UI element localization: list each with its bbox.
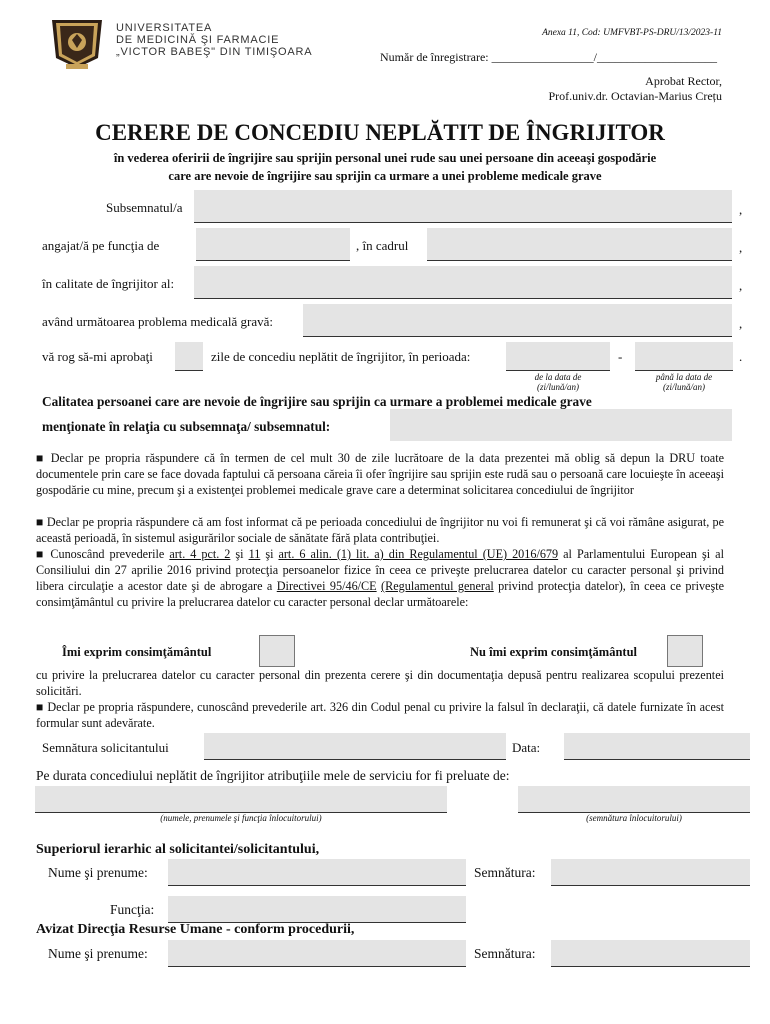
- annex-code: Anexa 11, Cod: UMFVBT-PS-DRU/13/2023-11: [542, 28, 722, 38]
- date-from-caption-line1: de la data de: [534, 372, 582, 382]
- link-gdpr[interactable]: (Regulamentul general: [381, 579, 494, 593]
- hr-name-field[interactable]: [168, 940, 466, 967]
- bullet: ■: [36, 451, 46, 465]
- approved-by: [548, 74, 722, 104]
- in-cadrul-label: , în cadrul: [356, 238, 409, 253]
- date-from-caption: [506, 372, 610, 392]
- days-field[interactable]: [175, 342, 203, 371]
- date-to-field[interactable]: [635, 342, 733, 371]
- superior-function-field[interactable]: [168, 896, 466, 923]
- hr-name-label: Nume şi prenume:: [48, 946, 148, 961]
- calitate-label: în calitate de îngrijitor al:: [42, 276, 175, 291]
- consent-text: cu privire la prelucrarea datelor cu caracter personal din prezenta cerere şi din documentaţia depusă pentru realizarea scopului prezentei solicitări.: [36, 668, 724, 698]
- university-name-line2: DE MEDICINĂ ŞI FARMACIE: [116, 34, 280, 46]
- declaration-3-text-a: Cunoscând prevederile: [50, 547, 170, 561]
- dot: .: [739, 349, 743, 364]
- position-field[interactable]: [196, 228, 350, 261]
- link-regulation[interactable]: art. 6 alin. (1) lit. a) din Regulamentul (UE) 2016/679: [278, 547, 559, 561]
- approved-line2: Prof.univ.dr. Octavian-Marius Crețu: [548, 89, 722, 103]
- declaration-3-text-c: şi: [260, 547, 279, 561]
- hr-signature-label: Semnătura:: [474, 946, 536, 961]
- declaration-3-text-d: al Parlamentului European şi al Consiliului din 27 aprilie 2016 privind protecţia persoanelor fizice în ceea ce priveşte prelucrarea datelor cu caracter personal şi privind libera circulaţie a acestor date şi de abrogare a: [36, 547, 724, 593]
- bullet: ■: [36, 700, 44, 714]
- comma: ,: [739, 316, 743, 331]
- signature-label: Semnătura solicitantului: [42, 740, 169, 755]
- university-name-line1: UNIVERSITATEA: [116, 22, 213, 34]
- replacement-title: Pe durata concediului neplătit de îngrijitor atribuţiile mele de serviciu for fi preluate de:: [36, 768, 510, 783]
- approved-line1: Aprobat Rector,: [645, 74, 722, 88]
- medical-problem-field[interactable]: [303, 304, 732, 337]
- va-rog-label: vă rog să-mi aprobaţi: [42, 349, 153, 364]
- comma: ,: [739, 278, 743, 293]
- replacement-signature-caption: (semnătura înlocuitorului): [586, 813, 682, 823]
- replacement-name-caption: (numele, prenumele şi funcţia înlocuitorului): [160, 813, 322, 823]
- calitatea-heading-line1: Calitatea persoanei care are nevoie de îngrijire sau sprijin ca urmare a problemei medicale grave: [42, 394, 592, 409]
- consent-agree-checkbox[interactable]: [259, 635, 295, 667]
- university-name-line3: „VICTOR BABEŞ" DIN TIMIŞOARA: [116, 46, 313, 58]
- declaration-4-text: Declar pe propria răspundere, cunoscând prevederile art. 326 din Codul penal cu privire la falsul în declaraţii, că datele furnizate în acest formular sunt adevărate.: [36, 700, 724, 730]
- hr-title: Avizat Direcţia Resurse Umane - conform procedurii,: [36, 922, 355, 937]
- dash: -: [618, 349, 623, 364]
- comma: ,: [739, 202, 743, 217]
- zile-label: zile de concediu neplătit de îngrijitor, în perioada:: [211, 349, 471, 364]
- link-art-4[interactable]: art. 4 pct. 2: [169, 547, 231, 561]
- signature-field[interactable]: [204, 733, 506, 760]
- subsemnatul-label: Subsemnatul/a: [106, 200, 183, 215]
- university-logo: [46, 14, 108, 72]
- declaration-2-text: Declar pe propria răspundere că am fost informat că pe perioada concediului de îngrijitor nu voi fi remunerat şi că voi rămâne asigurat, pe această perioadă, în sistemul asigurărilor sociale de sănătate fără plata contribuţiei.: [36, 515, 725, 545]
- department-field[interactable]: [427, 228, 732, 261]
- replacement-name-field[interactable]: [35, 786, 447, 813]
- bullet: ■: [36, 515, 44, 529]
- date-from-caption-line2: (zi/lună/an): [537, 382, 579, 392]
- consent-disagree-checkbox[interactable]: [667, 635, 703, 667]
- consent-disagree-label: Nu îmi exprim consimţământul: [470, 645, 638, 659]
- caregiver-for-field[interactable]: [194, 266, 732, 299]
- superior-signature-field[interactable]: [551, 859, 750, 886]
- name-field[interactable]: [194, 190, 732, 223]
- superior-name-field[interactable]: [168, 859, 466, 886]
- superior-title: Superiorul ierarhic al solicitantei/solicitantului,: [36, 842, 320, 857]
- declaration-3: [36, 546, 724, 610]
- bullet: ■: [36, 547, 46, 561]
- replacement-signature-field[interactable]: [518, 786, 750, 813]
- subtitle-line2: care are nevoie de îngrijire sau sprijin ca urmare a unei probleme medicale grave: [168, 169, 602, 183]
- link-directive[interactable]: Directivei 95/46/CE: [276, 579, 377, 593]
- hr-signature-field[interactable]: [551, 940, 750, 967]
- subtitle-line1: în vederea oferirii de îngrijire sau sprijin personal unei rude sau unei persoane din aceeaşi gospodărie: [113, 151, 657, 165]
- declaration-2: [36, 514, 724, 546]
- page-title: CERERE DE CONCEDIU NEPLĂTIT DE ÎNGRIJITOR: [95, 120, 665, 145]
- superior-function-label: Funcţia:: [110, 902, 155, 917]
- problema-label: având următoarea problema medicală gravă:: [42, 314, 273, 329]
- university-name: [116, 22, 312, 58]
- declaration-3-text-f: privind protecţia datelor), în ceea ce priveşte consimţământul cu privire la prelucrarea datelor cu caracter personal declar următoarele:: [36, 579, 725, 609]
- declaration-4: [36, 699, 724, 731]
- date-to-caption: [635, 372, 733, 392]
- declaration-3-text-b: şi: [230, 547, 249, 561]
- declaration-1: [36, 450, 724, 498]
- calitatea-heading-line2: menţionate în relaţia cu subsemnaţa/ subsemnatul:: [42, 419, 331, 434]
- date-to-caption-line1: până la data de: [655, 372, 713, 382]
- relationship-field[interactable]: [390, 409, 732, 441]
- registration-number: Număr de înregistrare: _________________/____________________: [380, 50, 717, 64]
- superior-name-label: Nume şi prenume:: [48, 865, 148, 880]
- superior-signature-label: Semnătura:: [474, 865, 536, 880]
- link-art-11[interactable]: 11: [248, 547, 261, 561]
- date-to-caption-line2: (zi/lună/an): [663, 382, 705, 392]
- date-from-field[interactable]: [506, 342, 610, 371]
- date-field[interactable]: [564, 733, 750, 760]
- declaration-1-text: Declar pe propria răspundere că în termen de cel mult 30 de zile lucrătoare de la data prezentei mă oblig să depun la DRU toate documentele prin care se face dovada faptului că persoana căreia îi ofer îngrijire sau sprijin este rudă sau o persoană care locuieşte în aceeaşi gospodărie cu mine, precum şi a existenţei problemei medicale grave care a determinat solicitarea concediului de îngrijitor: [36, 451, 724, 497]
- angajat-label: angajat/ă pe funcţia de: [42, 238, 160, 253]
- date-label: Data:: [512, 740, 541, 755]
- comma: ,: [739, 240, 743, 255]
- consent-agree-label: Îmi exprim consimţământul: [62, 645, 212, 659]
